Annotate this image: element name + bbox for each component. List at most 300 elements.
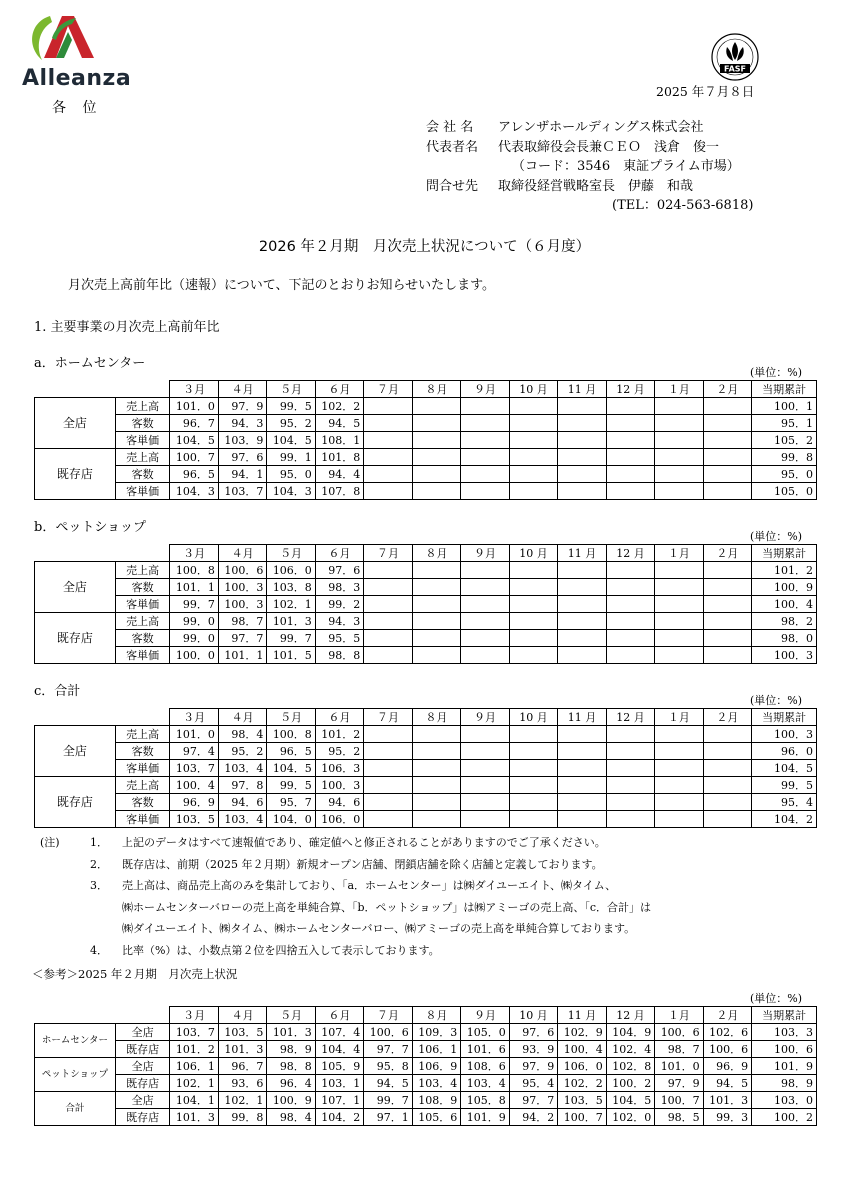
value-cell: 100．7 [558,1109,606,1126]
reference-heading: ＜参考＞2025 年２月期 月次売上状況 [32,967,238,981]
value-cell [558,811,606,828]
metric-label: 客単価 [115,760,170,777]
note-text: 既存店は、前期（2025 年２月期）新規オープン店舗、閉鎖店舗を除く店舗と定義しております。 [122,857,603,871]
value-cell [412,760,460,777]
value-cell [412,466,460,483]
note-text: ㈱ダイユーエイト、㈱タイム、㈱ホームセンターバロー、㈱アミーゴの売上高を単純合算しております。 [122,922,636,935]
seal-label: FASF [724,64,746,74]
corner-cell [35,545,170,562]
value-cell: 106．1 [412,1041,460,1058]
group-label: ペットショップ [35,1058,116,1092]
value-cell: 101．1 [170,579,218,596]
value-cell [606,726,654,743]
value-cell [558,760,606,777]
month-header: ６月 [315,545,363,562]
month-header: １月 [655,545,703,562]
value-cell [461,432,509,449]
value-cell: 98．5 [655,1109,703,1126]
value-cell [655,415,703,432]
value-cell [509,760,557,777]
value-cell [703,562,751,579]
month-header: 10 月 [509,1007,557,1024]
value-cell [606,415,654,432]
value-cell [461,811,509,828]
company-logo [22,8,142,100]
value-cell [509,647,557,664]
month-header: ３月 [170,381,218,398]
month-header: ８月 [412,1007,460,1024]
sales-table [34,544,817,664]
group-label: ホームセンター [35,1024,116,1058]
corner-cell [35,709,170,726]
value-cell [703,398,751,415]
table-row [35,1109,817,1126]
value-cell: 94．6 [315,794,363,811]
value-cell [655,449,703,466]
value-cell: 101．2 [315,726,363,743]
value-cell: 101．8 [315,449,363,466]
value-cell [461,562,509,579]
cumulative-cell: 99．5 [752,777,817,794]
value-cell: 103．5 [170,811,218,828]
value-cell: 104．3 [267,483,315,500]
value-cell: 99．7 [170,596,218,613]
value-cell: 93．6 [218,1075,266,1092]
metric-label: 客単価 [115,432,170,449]
value-cell [558,630,606,647]
value-cell [364,596,412,613]
value-cell [703,613,751,630]
cumulative-cell: 100．6 [752,1041,817,1058]
table-row [35,415,817,432]
metric-label: 売上高 [115,562,170,579]
table-row [35,466,817,483]
table-row [35,596,817,613]
value-cell: 101．0 [170,398,218,415]
value-cell [364,562,412,579]
notes [40,832,651,961]
month-header: 10 月 [509,709,557,726]
cumulative-header: 当期累計 [752,709,817,726]
cumulative-cell: 103．0 [752,1092,817,1109]
value-cell: 96．4 [267,1075,315,1092]
table-row [35,1024,817,1041]
value-cell: 100．3 [218,579,266,596]
value-cell [703,794,751,811]
table-row [35,398,817,415]
value-cell: 102．6 [703,1024,751,1041]
month-header: ７月 [364,381,412,398]
value-cell [461,613,509,630]
value-cell: 101．0 [655,1058,703,1075]
month-header: １月 [655,381,703,398]
table-row [35,794,817,811]
value-cell [655,777,703,794]
value-cell: 99．0 [170,630,218,647]
month-header: ５月 [267,545,315,562]
value-cell: 104．1 [170,1092,218,1109]
value-cell: 107．1 [315,1092,363,1109]
value-cell [412,726,460,743]
value-cell [703,415,751,432]
value-cell: 97．9 [218,398,266,415]
note-number: 1． [90,836,108,849]
group-label: 合計 [35,1092,116,1126]
value-cell [606,743,654,760]
cumulative-cell: 98．0 [752,630,817,647]
value-cell [703,743,751,760]
value-cell [558,613,606,630]
value-cell: 94．3 [315,613,363,630]
value-cell: 103．1 [315,1075,363,1092]
month-header: ４月 [218,381,266,398]
value-cell [461,726,509,743]
value-cell [509,811,557,828]
value-cell: 106．0 [315,811,363,828]
value-cell: 103．8 [267,579,315,596]
value-cell [655,596,703,613]
table-row [35,562,817,579]
table-row [35,613,817,630]
value-cell: 100．0 [170,647,218,664]
value-cell [364,647,412,664]
value-cell [509,432,557,449]
value-cell: 106．0 [267,562,315,579]
value-cell [461,596,509,613]
value-cell: 104．4 [315,1041,363,1058]
value-cell [364,398,412,415]
value-cell: 99．5 [267,777,315,794]
value-cell: 107．8 [315,483,363,500]
reference-table [34,1006,817,1126]
value-cell [509,630,557,647]
value-cell [703,432,751,449]
value-cell [412,811,460,828]
month-header: ２月 [703,381,751,398]
value-cell: 97．9 [655,1075,703,1092]
value-cell: 104．2 [315,1109,363,1126]
section-heading: 1. 主要事業の月次売上高前年比 [34,320,220,335]
value-cell [509,415,557,432]
note-text: 上記のデータはすべて速報値であり、確定値へと修正されることがありますのでご了承ください。 [122,836,606,849]
value-cell [364,579,412,596]
month-header: ９月 [461,381,509,398]
contact-tel: (TEL：024-563-6818) [612,198,754,213]
value-cell [703,630,751,647]
value-cell [703,760,751,777]
value-cell [606,777,654,794]
month-header: １月 [655,709,703,726]
value-cell [606,760,654,777]
value-cell [364,415,412,432]
value-cell [412,794,460,811]
month-header: ９月 [461,709,509,726]
value-cell [509,398,557,415]
value-cell: 103．7 [218,483,266,500]
value-cell [703,449,751,466]
cumulative-cell: 100．3 [752,726,817,743]
value-cell: 97．7 [364,1041,412,1058]
note-text: 比率（%）は、小数点第２位を四捨五入して表示しております。 [122,943,440,957]
value-cell [655,647,703,664]
value-cell [606,398,654,415]
metric-label: 全店 [115,1024,170,1041]
cumulative-cell: 104．5 [752,760,817,777]
value-cell: 102．9 [558,1024,606,1041]
value-cell: 98．4 [218,726,266,743]
value-cell [558,398,606,415]
table-row [35,726,817,743]
value-cell [364,743,412,760]
value-cell [509,562,557,579]
cumulative-cell: 98．9 [752,1075,817,1092]
value-cell [558,647,606,664]
value-cell [412,415,460,432]
group-label: 全店 [35,562,116,613]
value-cell: 96．7 [218,1058,266,1075]
cumulative-header: 当期累計 [752,545,817,562]
value-cell [655,579,703,596]
value-cell: 100．6 [703,1041,751,1058]
table-row [35,777,817,794]
value-cell: 106．3 [315,760,363,777]
value-cell: 95．0 [267,466,315,483]
value-cell: 101．0 [170,726,218,743]
value-cell: 102．1 [218,1092,266,1109]
corner-cell [35,381,170,398]
metric-label: 売上高 [115,777,170,794]
month-header: ８月 [412,545,460,562]
cumulative-header: 当期累計 [752,381,817,398]
table-row [35,1075,817,1092]
value-cell: 100．2 [606,1075,654,1092]
metric-label: 全店 [115,1058,170,1075]
value-cell: 106．1 [170,1058,218,1075]
metric-label: 売上高 [115,449,170,466]
value-cell: 97．6 [509,1024,557,1041]
value-cell [412,562,460,579]
value-cell [461,794,509,811]
value-cell [606,562,654,579]
table-row [35,449,817,466]
value-cell: 99．2 [315,596,363,613]
month-header: ５月 [267,381,315,398]
month-header: 10 月 [509,381,557,398]
value-cell: 95．2 [218,743,266,760]
value-cell [703,483,751,500]
value-cell [509,613,557,630]
group-label: 既存店 [35,449,116,500]
table-row [35,630,817,647]
month-header: 11 月 [558,1007,606,1024]
value-cell: 104．5 [170,432,218,449]
header-row [35,1007,817,1024]
value-cell [364,760,412,777]
value-cell [655,466,703,483]
month-header: ４月 [218,709,266,726]
value-cell: 94．6 [218,794,266,811]
value-cell [558,777,606,794]
value-cell [606,596,654,613]
value-cell: 100．4 [170,777,218,794]
table-row [35,1058,817,1075]
table-row [35,760,817,777]
month-header: ７月 [364,1007,412,1024]
value-cell [461,449,509,466]
value-cell [606,794,654,811]
value-cell [558,449,606,466]
sales-table [34,380,817,500]
unit-label: (単位：%) [750,694,803,707]
value-cell: 98．7 [218,613,266,630]
value-cell [703,811,751,828]
value-cell [606,811,654,828]
metric-label: 売上高 [115,726,170,743]
value-cell: 100．6 [364,1024,412,1041]
table-row [35,1041,817,1058]
value-cell [509,794,557,811]
value-cell: 109．3 [412,1024,460,1041]
metric-label: 客数 [115,743,170,760]
value-cell: 104．5 [267,432,315,449]
value-cell: 108．1 [315,432,363,449]
metric-label: 全店 [115,1092,170,1109]
value-cell: 100．8 [170,562,218,579]
fasf-seal-icon [710,32,760,82]
value-cell [461,398,509,415]
value-cell: 100．6 [218,562,266,579]
value-cell [509,596,557,613]
cumulative-cell: 105．0 [752,483,817,500]
value-cell: 102．8 [606,1058,654,1075]
value-cell: 105．6 [412,1109,460,1126]
metric-label: 既存店 [115,1075,170,1092]
value-cell [655,743,703,760]
value-cell [558,579,606,596]
metric-label: 既存店 [115,1041,170,1058]
table-row [35,579,817,596]
value-cell: 101．3 [267,613,315,630]
cumulative-cell: 99．8 [752,449,817,466]
value-cell: 99．8 [218,1109,266,1126]
value-cell [558,596,606,613]
value-cell [558,743,606,760]
value-cell [461,415,509,432]
cumulative-cell: 100．2 [752,1109,817,1126]
unit-label: (単位：%) [750,530,803,543]
month-header: ８月 [412,381,460,398]
cumulative-cell: 104．2 [752,811,817,828]
month-header: ３月 [170,1007,218,1024]
contact-label: 問合せ先 [426,178,479,194]
month-header: ８月 [412,709,460,726]
value-cell [412,630,460,647]
value-cell: 101．9 [461,1109,509,1126]
company-label: 会 社 名 [426,120,474,135]
value-cell [364,726,412,743]
month-header: ２月 [703,709,751,726]
value-cell [509,743,557,760]
value-cell [364,794,412,811]
alleanza-logo-icon [22,8,142,68]
value-cell: 96．5 [170,466,218,483]
metric-label: 客数 [115,579,170,596]
cumulative-header: 当期累計 [752,1007,817,1024]
value-cell: 103．7 [170,1024,218,1041]
note-text: ㈱ホームセンターバローの売上高を単純合算、「b．ペットショップ」は㈱アミーゴの売上高、「c．合計」は [122,900,651,914]
value-cell [509,466,557,483]
value-cell: 106．9 [412,1058,460,1075]
value-cell: 96．9 [170,794,218,811]
value-cell [412,596,460,613]
month-header: ４月 [218,545,266,562]
month-header: ７月 [364,545,412,562]
note-text: 売上高は、商品売上高のみを集計しており、「a．ホームセンター」は㈱ダイユーエイト、㈱タイム、 [122,879,617,892]
value-cell: 108．6 [461,1058,509,1075]
value-cell: 98．3 [315,579,363,596]
value-cell: 104．9 [606,1024,654,1041]
month-header: ３月 [170,545,218,562]
month-header: ５月 [267,1007,315,1024]
value-cell: 97．1 [364,1109,412,1126]
value-cell: 99．0 [170,613,218,630]
cumulative-cell: 105．2 [752,432,817,449]
value-cell [364,466,412,483]
value-cell: 107．4 [315,1024,363,1041]
value-cell: 93．9 [509,1041,557,1058]
value-cell: 95．7 [267,794,315,811]
cumulative-cell: 101．2 [752,562,817,579]
value-cell [606,647,654,664]
value-cell: 100．7 [170,449,218,466]
table-heading: c．合計 [34,684,81,699]
value-cell [364,777,412,794]
value-cell: 99．3 [703,1109,751,1126]
issue-date: 2025 年７月８日 [656,84,755,99]
value-cell: 105．8 [461,1092,509,1109]
value-cell: 102．1 [267,596,315,613]
value-cell: 101．6 [461,1041,509,1058]
month-header: １月 [655,1007,703,1024]
unit-label: (単位：%) [750,992,803,1005]
value-cell: 103．7 [170,760,218,777]
value-cell: 101．2 [170,1041,218,1058]
group-label: 全店 [35,726,116,777]
value-cell [461,630,509,647]
value-cell [558,726,606,743]
value-cell: 95．8 [364,1058,412,1075]
month-header: ９月 [461,545,509,562]
value-cell [655,562,703,579]
value-cell [655,398,703,415]
value-cell: 97．4 [170,743,218,760]
value-cell [461,466,509,483]
value-cell: 98．9 [267,1041,315,1058]
logo-text: Alleanza [22,66,132,91]
value-cell [412,743,460,760]
value-cell: 97．7 [218,630,266,647]
value-cell [606,579,654,596]
stock-code: （コード：3546 東証プライム市場） [512,159,740,174]
value-cell: 108．9 [412,1092,460,1109]
month-header: ６月 [315,709,363,726]
corner-cell [35,1007,170,1024]
value-cell [412,579,460,596]
header-row [35,709,817,726]
table-row [35,1092,817,1109]
unit-label: (単位：%) [750,366,803,379]
value-cell: 94．3 [218,415,266,432]
